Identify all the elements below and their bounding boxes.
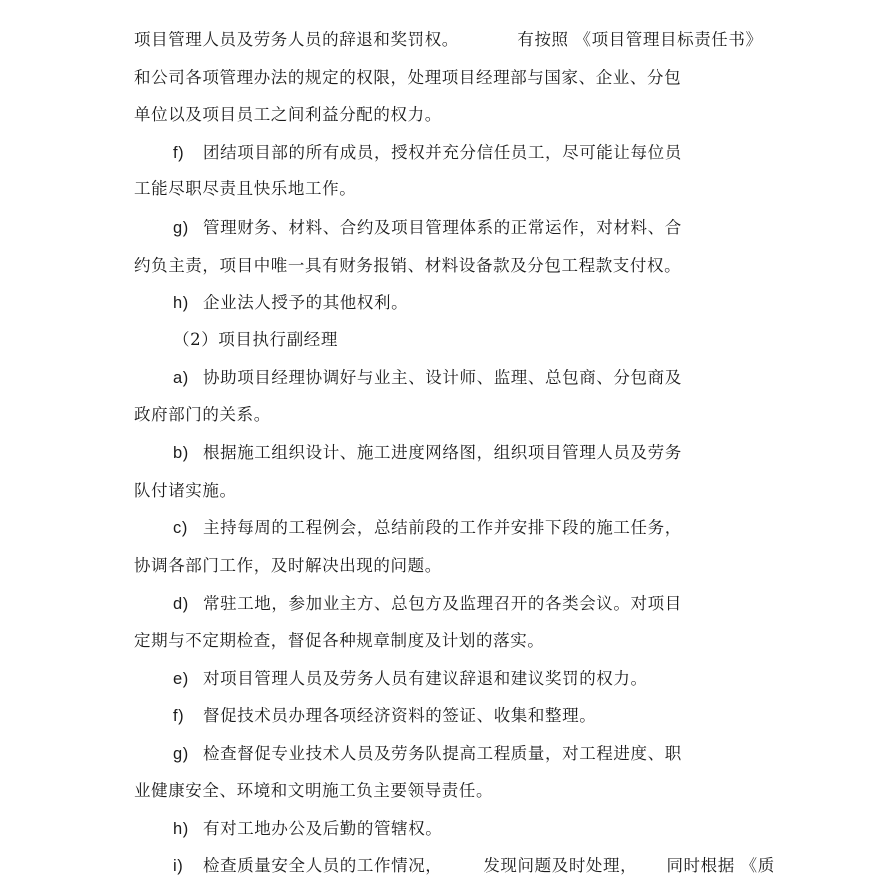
list-item [173, 368, 682, 388]
line-text: 定期与不定期检查，督促各种规章制度及计划的落实。 [134, 631, 545, 650]
list-item [173, 518, 682, 538]
item-label: h) [173, 820, 189, 838]
item-label: e) [173, 670, 189, 688]
list-item [173, 293, 408, 313]
line-text: 约负主责，项目中唯一具有财务报销、材料设备款及分包工程款支付权。 [134, 256, 682, 275]
text-line [134, 179, 356, 199]
item-label: a) [173, 369, 189, 387]
item-label: i) [173, 857, 184, 875]
line-text: 协调各部门工作，及时解决出现的问题。 [134, 556, 442, 575]
list-item [173, 856, 775, 876]
text-line [134, 68, 681, 88]
section-heading [173, 330, 338, 350]
text-line [134, 256, 681, 276]
line-text: 和公司各项管理办法的规定的权限，处理项目经理部与国家、企业、分包 [134, 68, 682, 87]
list-item [173, 669, 648, 689]
line-text: 队付诸实施。 [134, 481, 237, 500]
line-text: （2）项目执行副经理 [173, 330, 338, 349]
item-label: g) [173, 219, 189, 237]
list-item [173, 706, 596, 726]
text-line [134, 30, 763, 50]
line-text: 管理财务、材料、合约及项目管理体系的正常运作，对材料、合 [203, 218, 682, 237]
line-text: 督促技术员办理各项经济资料的签证、收集和整理。 [203, 706, 597, 725]
item-label: d) [173, 595, 189, 613]
text-line [134, 631, 544, 651]
line-text: 主持每周的工程例会，总结前段的工作并安排下段的施工任务， [203, 518, 682, 537]
list-item [173, 819, 442, 839]
text-line [134, 481, 237, 501]
list-item [173, 594, 682, 614]
list-item [173, 744, 682, 764]
item-label: f) [173, 144, 185, 162]
line-text: 团结项目部的所有成员，授权并充分信任员工，尽可能让每位员 [203, 143, 682, 162]
line-text: 常驻工地，参加业主方、总包方及监理召开的各类会议。对项目 [203, 594, 682, 613]
line-text: 检查质量安全人员的工作情况， 发现问题及时处理， 同时根据 《质 [203, 856, 775, 875]
item-label: h) [173, 294, 189, 312]
line-text: 业健康安全、环境和文明施工负主要领导责任。 [134, 781, 494, 800]
line-text: 检查督促专业技术人员及劳务队提高工程质量，对工程进度、职 [203, 744, 682, 763]
text-line [134, 105, 442, 125]
item-label: c) [173, 519, 188, 537]
line-text: 对项目管理人员及劳务人员有建议辞退和建议奖罚的权力。 [203, 669, 648, 688]
line-text: 协助项目经理协调好与业主、设计师、监理、总包商、分包商及 [203, 368, 682, 387]
line-text: 项目管理人员及劳务人员的辞退和奖罚权。 有按照 《项目管理目标责任书》 [134, 30, 763, 49]
line-text: 有对工地办公及后勤的管辖权。 [203, 819, 443, 838]
text-line [134, 556, 442, 576]
line-text: 单位以及项目员工之间利益分配的权力。 [134, 105, 442, 124]
line-text: 工能尽职尽责且快乐地工作。 [134, 179, 357, 198]
item-label: b) [173, 444, 189, 462]
text-line [134, 405, 271, 425]
list-item [173, 143, 682, 163]
item-label: g) [173, 745, 189, 763]
text-line [134, 781, 493, 801]
list-item [173, 443, 682, 463]
list-item [173, 218, 682, 238]
line-text: 政府部门的关系。 [134, 405, 271, 424]
line-text: 根据施工组织设计、施工进度网络图，组织项目管理人员及劳务 [203, 443, 682, 462]
item-label: f) [173, 707, 185, 725]
line-text: 企业法人授予的其他权利。 [203, 293, 409, 312]
